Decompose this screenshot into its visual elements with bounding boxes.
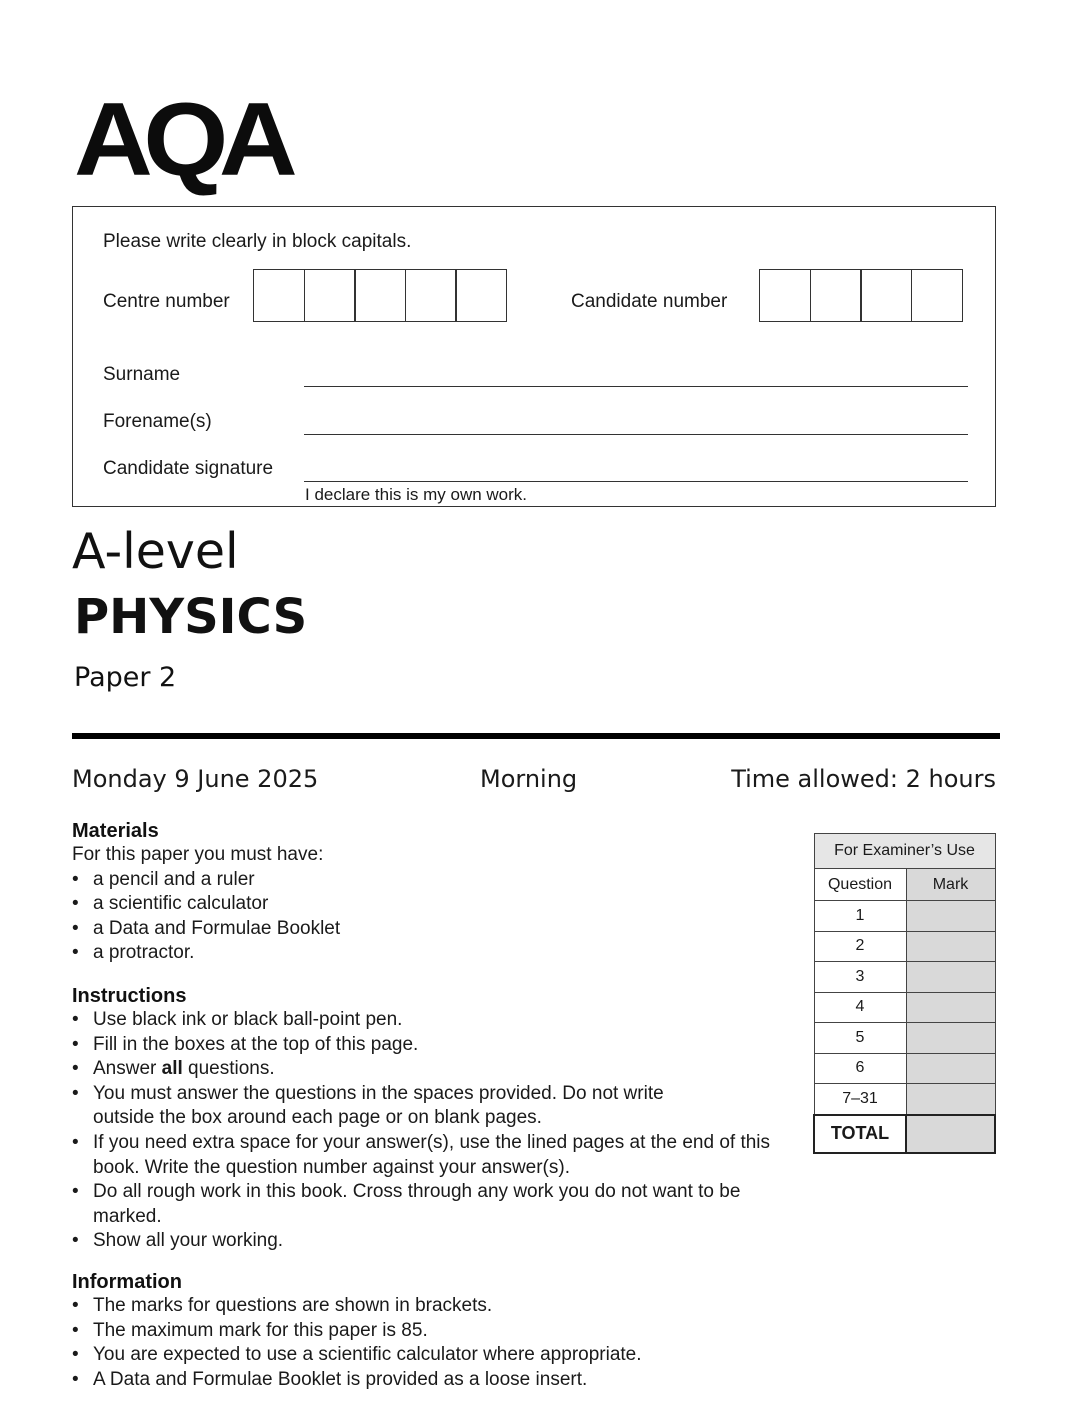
list-item: • Use black ink or black ball-point pen. xyxy=(72,1008,792,1033)
candidate-number-digit-box[interactable] xyxy=(810,269,862,322)
question-number-cell: 5 xyxy=(814,1023,906,1054)
candidate-number-field[interactable] xyxy=(759,269,963,322)
mark-cell xyxy=(906,992,995,1023)
list-item: • a protractor. xyxy=(72,941,792,966)
question-number-cell: 2 xyxy=(814,931,906,962)
mark-cell xyxy=(906,901,995,932)
signature-field[interactable] xyxy=(304,481,968,482)
centre-number-digit-box[interactable] xyxy=(253,269,305,322)
materials-section xyxy=(72,820,792,966)
mark-cell xyxy=(906,1023,995,1054)
list-item xyxy=(72,1057,792,1082)
forename-label: Forename(s) xyxy=(103,411,212,432)
instructions-section xyxy=(72,985,792,1254)
answer-all-text: Answer all questions. xyxy=(93,1058,275,1080)
centre-number-digit-box[interactable] xyxy=(405,269,457,322)
paper-name: Paper 2 xyxy=(74,662,177,693)
question-number-cell: 3 xyxy=(814,962,906,993)
aqa-logo: AQA xyxy=(74,82,289,198)
materials-list xyxy=(72,868,792,966)
list-item: • a pencil and a ruler xyxy=(72,868,792,893)
list-item: • a Data and Formulae Booklet xyxy=(72,917,792,942)
exam-date: Monday 9 June 2025 xyxy=(72,765,319,793)
time-allowed: Time allowed: 2 hours xyxy=(731,765,996,793)
information-heading: Information xyxy=(72,1271,182,1293)
list-item: • You must answer the questions in the spaces provided. Do not write outside the box around each page or on blank pages. xyxy=(72,1082,723,1131)
divider-rule xyxy=(72,733,1000,739)
list-item: • A Data and Formulae Booklet is provided as a loose insert. xyxy=(72,1368,792,1393)
candidate-number-label: Candidate number xyxy=(571,291,728,312)
question-number-cell: 6 xyxy=(814,1053,906,1084)
mark-cell xyxy=(906,931,995,962)
centre-number-field[interactable] xyxy=(253,269,507,322)
instructions-list xyxy=(72,1008,792,1254)
emphasis-all: all xyxy=(161,1058,183,1080)
centre-number-digit-box[interactable] xyxy=(455,269,507,322)
question-column-header: Question xyxy=(814,869,906,901)
materials-heading: Materials xyxy=(72,820,159,842)
question-number-cell: 1 xyxy=(814,901,906,932)
exam-session: Morning xyxy=(480,765,578,793)
information-list xyxy=(72,1294,792,1392)
list-item: • a scientific calculator xyxy=(72,892,792,917)
examiner-use-table xyxy=(813,833,996,1154)
list-item: • If you need extra space for your answer(s), use the lined pages at the end of this book. Write the question number against your answer(s). xyxy=(72,1131,792,1180)
information-section xyxy=(72,1271,792,1392)
paper-level: A-level xyxy=(72,523,239,580)
list-item: • Do all rough work in this book. Cross through any work you do not want to be marked. xyxy=(72,1180,758,1229)
centre-number-digit-box[interactable] xyxy=(354,269,406,322)
instructions-heading: Instructions xyxy=(72,985,187,1007)
centre-number-digit-box[interactable] xyxy=(304,269,356,322)
surname-label: Surname xyxy=(103,364,181,385)
block-capitals-instruction: Please write clearly in block capitals. xyxy=(103,231,412,252)
mark-cell xyxy=(906,962,995,993)
candidate-number-digit-box[interactable] xyxy=(911,269,963,322)
centre-number-label: Centre number xyxy=(103,291,230,312)
paper-subject: PHYSICS xyxy=(74,589,308,645)
list-item: • Show all your working. xyxy=(72,1229,792,1254)
forename-field[interactable] xyxy=(304,434,968,435)
question-number-cell: 7–31 xyxy=(814,1084,906,1115)
total-label-cell: TOTAL xyxy=(814,1115,906,1153)
question-number-cell: 4 xyxy=(814,992,906,1023)
total-mark-cell xyxy=(906,1115,995,1153)
list-item: • The maximum mark for this paper is 85. xyxy=(72,1319,792,1344)
mark-cell xyxy=(906,1053,995,1084)
list-item: • You are expected to use a scientific calculator where appropriate. xyxy=(72,1343,792,1368)
mark-column-header: Mark xyxy=(906,869,995,901)
declaration-text: I declare this is my own work. xyxy=(305,485,528,504)
list-item: • The marks for questions are shown in brackets. xyxy=(72,1294,792,1319)
candidate-number-digit-box[interactable] xyxy=(860,269,912,322)
signature-label: Candidate signature xyxy=(103,458,274,479)
candidate-number-digit-box[interactable] xyxy=(759,269,811,322)
mark-cell xyxy=(906,1084,995,1115)
materials-intro: For this paper you must have: xyxy=(72,844,324,865)
list-item: • Fill in the boxes at the top of this page. xyxy=(72,1033,792,1058)
surname-field[interactable] xyxy=(304,386,968,387)
examiner-table-title: For Examiner’s Use xyxy=(814,834,995,869)
